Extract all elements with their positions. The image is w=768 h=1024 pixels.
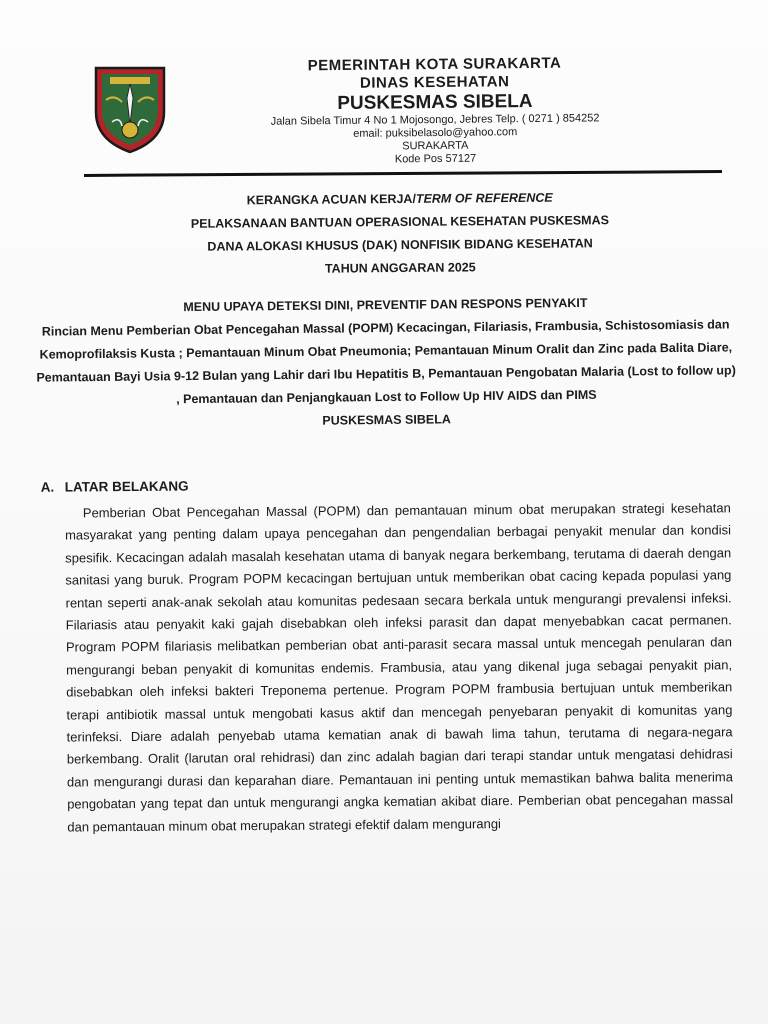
letterhead bbox=[229, 53, 640, 168]
title-line-1-italic: TERM OF REFERENCE bbox=[415, 190, 553, 206]
email-line: email: puksibelasolo@yahoo.com bbox=[353, 126, 518, 140]
city-line: SURAKARTA bbox=[402, 139, 469, 153]
section-title: LATAR BELAKANG bbox=[64, 478, 189, 495]
title-line-2: PELAKSANAAN BANTUAN OPERASIONAL KESEHATAN PUSKESMAS bbox=[190, 213, 609, 231]
menu-heading: MENU UPAYA DETEKSI DINI, PREVENTIF DAN RESPONS PENYAKIT bbox=[183, 295, 588, 315]
section-background bbox=[41, 473, 734, 839]
title-line-4: TAHUN ANGGARAN 2025 bbox=[324, 260, 476, 276]
menu-organization: PUSKESMAS SIBELA bbox=[322, 412, 451, 428]
section-paragraph: Pemberian Obat Pencegahan Massal (POPM) dan pemantauan minum obat merupakan strategi kesehatan masyarakat yang penting dalam upaya pencegahan dan pengendalian berbagai penyakit menular dan kondisi spesifik. Kecacingan adalah masalah kesehatan utama di banyak negara berkembang, terutama di daerah dengan sanitasi yang buruk. Program POPM kecacingan bertujuan untuk memberikan obat cacing kepada populasi yang rentan seperti anak-anak sekolah atau komunitas pedesaan secara berkala untuk mengurangi prevalensi infeksi. Filariasis atau penyakit kaki gajah disebabkan oleh infeksi parasit dan dapat menyebabkan cacat permanen. Program POPM filariasis melibatkan pemberian obat anti-parasit secara massal untuk mencegah penularan dan mengurangi beban penyakit di komunitas endemis. Frambusia, atau yang dikenal juga sebagai penyakit pian, disebabkan oleh infeksi bakteri Treponema pertenue. Program POPM frambusia bertujuan untuk memberikan terapi antibiotik massal untuk mengobati kasus aktif dan mencegah penyebaran penyakit di komunitas yang terinfeksi. Diare adalah penyebab utama kematian anak di bawah lima tahun, terutama di negara-negara berkembang. Oralit (larutan oral rehidrasi) dan zinc adalah bagian dari terapi standar untuk mengatasi dehidrasi dan mengurangi durasi dan keparahan diare. Pemantauan ini penting untuk memastikan bahwa balita menerima pengobatan yang tepat dan untuk mengurangi angka kematian akibat diare. Pemberian obat pencegahan massal dan pemantauan minum obat merupakan strategi efektif dalam mengurangi bbox=[64, 500, 734, 835]
postal-line: Kode Pos 57127 bbox=[394, 152, 477, 166]
menu-block bbox=[35, 290, 736, 435]
address-line: Jalan Sibela Timur 4 No 1 Mojosongo, Jebres Telp. ( 0271 ) 854252 bbox=[270, 112, 600, 128]
surakarta-emblem-icon bbox=[92, 64, 168, 154]
government-name: PEMERINTAH KOTA SURAKARTA bbox=[307, 54, 562, 75]
department-name: DINAS KESEHATAN bbox=[359, 73, 510, 92]
title-line-3: DANA ALOKASI KHUSUS (DAK) NONFISIK BIDANG KESEHATAN bbox=[207, 236, 593, 254]
section-number: A. bbox=[40, 479, 55, 495]
institution-name: PUSKESMAS SIBELA bbox=[337, 90, 533, 115]
title-line-1-prefix: KERANGKA ACUAN KERJA/ bbox=[246, 191, 416, 208]
document-titles bbox=[120, 186, 681, 283]
letterhead-divider bbox=[84, 170, 722, 177]
menu-detail: Rincian Menu Pemberian Obat Pencegahan Massal (POPM) Kecacingan, Filariasis, Frambusia, Schistosomiasis dan Kemoprofilaksis Kusta ; Pemantauan Minum Obat Pneumonia; Pemantauan Minum Oralit dan Zinc pada Balita Diare, Pemantauan Bayi Usia 9-12 Bulan yang Lahir dari Ibu Hepatitis B, Pemantauan Pengobatan Malaria (Lost to follow up) , Pemantauan dan Penjangkauan Lost to Follow Up HIV AIDS dan PIMS bbox=[36, 317, 736, 407]
section-heading bbox=[41, 473, 731, 496]
